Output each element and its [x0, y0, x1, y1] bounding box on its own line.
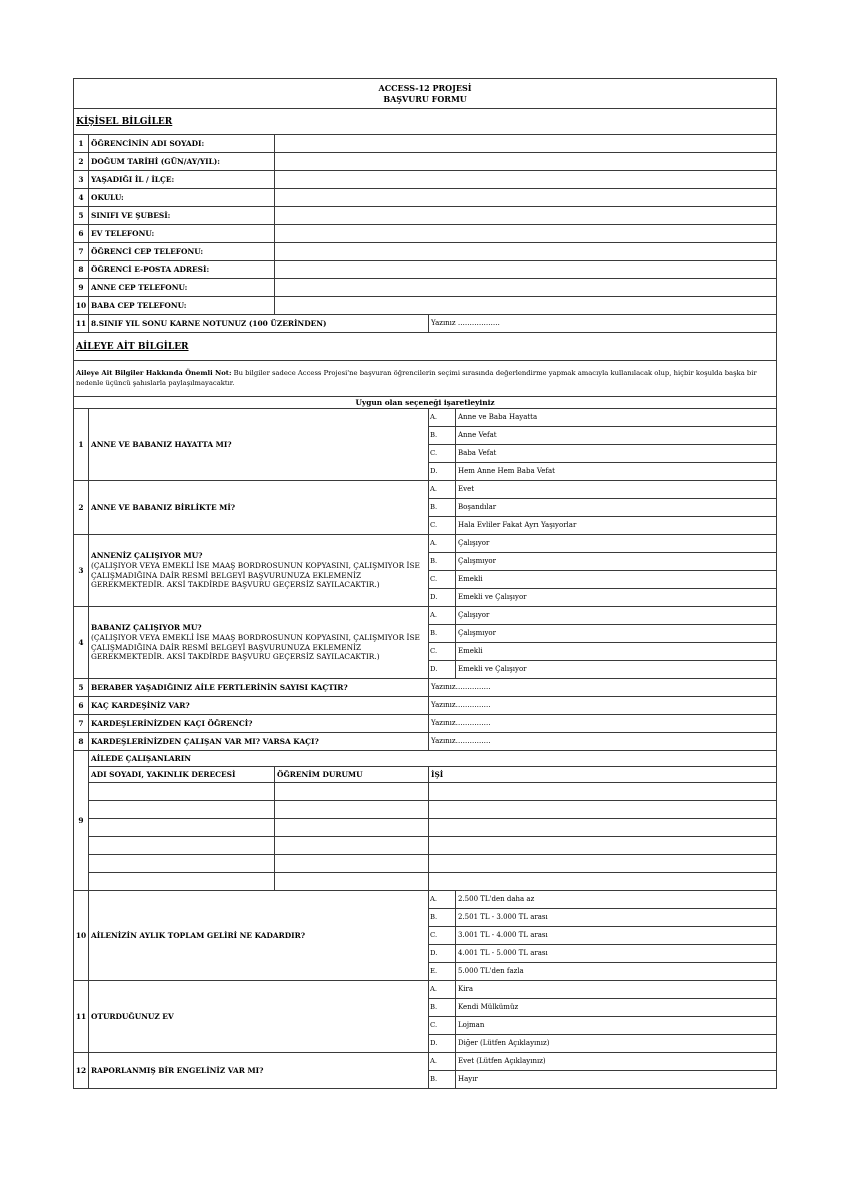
question-cell — [89, 481, 429, 535]
option-text[interactable]: Anne ve Baba Hayatta — [456, 409, 777, 427]
entry-cell[interactable] — [89, 783, 275, 801]
section-row — [74, 109, 777, 135]
option-text[interactable]: 3.001 TL - 4.000 TL arası — [456, 927, 777, 945]
option-text[interactable]: Çalışıyor — [456, 607, 777, 625]
question-cell — [89, 535, 429, 607]
personal-row — [74, 189, 777, 207]
field-label: BABA CEP TELEFONU: — [89, 297, 275, 315]
writein-row — [74, 679, 777, 697]
option-letter[interactable]: A. — [429, 981, 456, 999]
option-text[interactable]: Emekli ve Çalışıyor — [456, 661, 777, 679]
instruction-row — [74, 397, 777, 409]
section-personal — [74, 109, 777, 135]
option-letter[interactable]: D. — [429, 945, 456, 963]
q9-entry-row — [74, 873, 777, 891]
answer-field[interactable] — [275, 279, 777, 297]
application-form — [73, 78, 777, 1089]
option-text[interactable]: Emekli — [456, 643, 777, 661]
field-label: ÖĞRENCİ E-POSTA ADRESİ: — [89, 261, 275, 279]
personal-row — [74, 279, 777, 297]
row-number: 8 — [74, 261, 89, 279]
row-number: 10 — [74, 297, 89, 315]
option-letter[interactable]: A. — [429, 1053, 456, 1071]
field-label: EV TELEFONU: — [89, 225, 275, 243]
option-text[interactable]: Kira — [456, 981, 777, 999]
instruction-cell: Uygun olan seçeneği işaretleyiniz — [74, 397, 777, 409]
option-text[interactable]: Kendi Mülkümüz — [456, 999, 777, 1017]
writein-row — [74, 733, 777, 751]
q9-entry-row — [74, 855, 777, 873]
column-header: ÖĞRENİM DURUMU — [275, 767, 429, 783]
option-text[interactable]: 2.500 TL'den daha az — [456, 891, 777, 909]
title-cell — [74, 79, 777, 109]
grade-row — [74, 315, 777, 333]
question-label: BERABER YAŞADIĞINIZ AİLE FERTLERİNİN SAYISI KAÇTIR? — [89, 679, 429, 697]
column-header: ADI SOYADI, YAKINLIK DERECESİ — [89, 767, 275, 783]
entry-cell[interactable] — [429, 855, 777, 873]
row-number: 11 — [74, 315, 89, 333]
field-label: YAŞADIĞI İL / İLÇE: — [89, 171, 275, 189]
option-text[interactable]: Emekli — [456, 571, 777, 589]
option-letter[interactable]: A. — [429, 891, 456, 909]
question-label: KARDEŞLERİNİZDEN KAÇI ÖĞRENCİ? — [89, 715, 429, 733]
question-cell — [89, 1053, 429, 1089]
question-number: 3 — [74, 535, 89, 607]
answer-field[interactable] — [275, 261, 777, 279]
entry-cell[interactable] — [89, 873, 275, 891]
entry-cell[interactable] — [429, 837, 777, 855]
section-family — [74, 333, 777, 361]
question-label: BABANIZ ÇALIŞIYOR MU? — [91, 623, 202, 633]
note-bold: Aileye Ait Bilgiler Hakkında Önemli Not: — [76, 369, 232, 378]
answer-field[interactable] — [275, 153, 777, 171]
question-cell — [89, 891, 429, 981]
entry-cell[interactable] — [429, 783, 777, 801]
question-number: 8 — [74, 733, 89, 751]
answer-field[interactable] — [275, 243, 777, 261]
answer-field[interactable]: Yazınız ……………… — [429, 315, 777, 333]
option-text[interactable]: Hala Evliler Fakat Ayrı Yaşıyorlar — [456, 517, 777, 535]
option-text[interactable]: 4.001 TL - 5.000 TL arası — [456, 945, 777, 963]
answer-field[interactable] — [275, 207, 777, 225]
option-letter[interactable]: B. — [429, 909, 456, 927]
answer-field[interactable]: Yazınız…………… — [429, 697, 777, 715]
option-letter[interactable]: C. — [429, 571, 456, 589]
option-text[interactable]: Anne Vefat — [456, 427, 777, 445]
option-letter[interactable]: B. — [429, 999, 456, 1017]
personal-row — [74, 207, 777, 225]
option-letter[interactable]: B. — [429, 1071, 456, 1089]
question-label: RAPORLANMIŞ BİR ENGELİNİZ VAR MI? — [91, 1065, 264, 1075]
option-text[interactable]: Evet — [456, 481, 777, 499]
question-number: 9 — [74, 751, 89, 891]
row-number: 5 — [74, 207, 89, 225]
option-letter[interactable]: D. — [429, 589, 456, 607]
field-label: ÖĞRENCİ CEP TELEFONU: — [89, 243, 275, 261]
row-number: 7 — [74, 243, 89, 261]
option-text[interactable]: 2.501 TL - 3.000 TL arası — [456, 909, 777, 927]
option-letter[interactable]: D. — [429, 661, 456, 679]
form-title: ACCESS-12 PROJESİ — [378, 82, 472, 93]
question-label: AİLENİZİN AYLIK TOPLAM GELİRİ NE KADARDIR? — [91, 930, 306, 940]
row-number: 2 — [74, 153, 89, 171]
row-number: 6 — [74, 225, 89, 243]
field-label: ÖĞRENCİNİN ADI SOYADI: — [89, 135, 275, 153]
option-letter[interactable]: C. — [429, 927, 456, 945]
question-note: (ÇALIŞIYOR VEYA EMEKLİ İSE MAAŞ BORDROSUNUN KOPYASINI, ÇALIŞMIYOR İSE ÇALIŞMADIĞINA DAİR RESMİ BELGEYİ BAŞVURUNUZA EKLEMENİZ GEREKMEKTEDİR. AKSİ TAKDİRDE BAŞVURU GEÇERSİZ SAYILACAKTIR.) — [91, 560, 420, 590]
option-letter[interactable]: D. — [429, 1035, 456, 1053]
section-row — [74, 333, 777, 361]
q9-entry-row — [74, 819, 777, 837]
question-cell — [89, 607, 429, 679]
option-letter[interactable]: D. — [429, 463, 456, 481]
personal-row — [74, 171, 777, 189]
option-row — [74, 891, 777, 909]
question-cell — [89, 981, 429, 1053]
question-number: 5 — [74, 679, 89, 697]
q9-entry-row — [74, 801, 777, 819]
question-note: (ÇALIŞIYOR VEYA EMEKLİ İSE MAAŞ BORDROSUNUN KOPYASINI, ÇALIŞMIYOR İSE ÇALIŞMADIĞINA DAİR RESMİ BELGEYİ BAŞVURUNUZA EKLEMENİZ GEREKMEKTEDİR. AKSİ TAKDİRDE BAŞVURU GEÇERSİZ SAYILACAKTIR.) — [91, 632, 420, 662]
question-number: 7 — [74, 715, 89, 733]
form-subtitle: BAŞVURU FORMU — [383, 93, 467, 104]
personal-row — [74, 261, 777, 279]
option-text[interactable]: Hayır — [456, 1071, 777, 1089]
entry-cell[interactable] — [275, 855, 429, 873]
row-number: 4 — [74, 189, 89, 207]
option-row — [74, 409, 777, 427]
writein-row — [74, 697, 777, 715]
section-heading-family: AİLEYE AİT BİLGİLER — [76, 341, 189, 352]
option-text[interactable]: Emekli ve Çalışıyor — [456, 589, 777, 607]
question-number: 2 — [74, 481, 89, 535]
note-row — [74, 361, 777, 397]
option-row — [74, 535, 777, 553]
field-label: ANNE CEP TELEFONU: — [89, 279, 275, 297]
option-letter[interactable]: A. — [429, 535, 456, 553]
field-label: OKULU: — [89, 189, 275, 207]
question-label: OTURDUĞUNUZ EV — [91, 1011, 174, 1021]
answer-field[interactable] — [275, 189, 777, 207]
entry-cell[interactable] — [275, 873, 429, 891]
question-number: 10 — [74, 891, 89, 981]
field-label: 8.SINIF YIL SONU KARNE NOTUNUZ (100 ÜZERİNDEN) — [89, 315, 429, 333]
option-text[interactable]: Boşandılar — [456, 499, 777, 517]
entry-cell[interactable] — [89, 801, 275, 819]
answer-field[interactable] — [275, 135, 777, 153]
option-text[interactable]: Lojman — [456, 1017, 777, 1035]
row-number: 9 — [74, 279, 89, 297]
answer-field[interactable]: Yazınız…………… — [429, 679, 777, 697]
answer-field[interactable] — [275, 225, 777, 243]
option-letter[interactable]: C. — [429, 643, 456, 661]
section-heading-personal: KİŞİSEL BİLGİLER — [76, 116, 173, 127]
personal-row — [74, 153, 777, 171]
option-letter[interactable]: B. — [429, 499, 456, 517]
option-text[interactable]: Çalışmıyor — [456, 625, 777, 643]
q9-header-row — [74, 767, 777, 783]
option-letter[interactable]: B. — [429, 427, 456, 445]
entry-cell[interactable] — [275, 837, 429, 855]
personal-row — [74, 225, 777, 243]
question-number: 4 — [74, 607, 89, 679]
option-letter[interactable]: A. — [429, 481, 456, 499]
option-text[interactable]: Çalışmıyor — [456, 553, 777, 571]
title-row — [74, 79, 777, 109]
option-letter[interactable]: B. — [429, 553, 456, 571]
row-number: 1 — [74, 135, 89, 153]
option-letter[interactable]: B. — [429, 625, 456, 643]
option-letter[interactable]: E. — [429, 963, 456, 981]
question-label: ANNE VE BABANIZ BİRLİKTE Mİ? — [91, 502, 236, 512]
row-number: 3 — [74, 171, 89, 189]
entry-cell[interactable] — [275, 801, 429, 819]
column-header: İŞİ — [429, 767, 777, 783]
option-letter[interactable]: A. — [429, 607, 456, 625]
option-text[interactable]: 5.000 TL'den fazla — [456, 963, 777, 981]
answer-field[interactable]: Yazınız…………… — [429, 733, 777, 751]
q9-entry-row — [74, 837, 777, 855]
entry-cell[interactable] — [429, 819, 777, 837]
option-letter[interactable]: C. — [429, 517, 456, 535]
entry-cell[interactable] — [429, 873, 777, 891]
personal-row — [74, 297, 777, 315]
option-row — [74, 1053, 777, 1071]
writein-row — [74, 715, 777, 733]
option-row — [74, 481, 777, 499]
question-number: 6 — [74, 697, 89, 715]
question-cell — [89, 409, 429, 481]
field-label: DOĞUM TARİHİ (GÜN/AY/YIL): — [89, 153, 275, 171]
personal-row — [74, 135, 777, 153]
entry-cell[interactable] — [429, 801, 777, 819]
question-label: AİLEDE ÇALIŞANLARIN — [89, 751, 777, 767]
q9-title-row — [74, 751, 777, 767]
option-letter[interactable]: C. — [429, 1017, 456, 1035]
answer-field[interactable] — [275, 171, 777, 189]
entry-cell[interactable] — [275, 819, 429, 837]
answer-field[interactable]: Yazınız…………… — [429, 715, 777, 733]
question-number: 11 — [74, 981, 89, 1053]
option-row — [74, 607, 777, 625]
answer-field[interactable] — [275, 297, 777, 315]
entry-cell[interactable] — [89, 855, 275, 873]
entry-cell[interactable] — [275, 783, 429, 801]
personal-row — [74, 243, 777, 261]
option-letter[interactable]: A. — [429, 409, 456, 427]
q9-entry-row — [74, 783, 777, 801]
question-number: 12 — [74, 1053, 89, 1089]
question-label: KAÇ KARDEŞİNİZ VAR? — [89, 697, 429, 715]
field-label: SINIFI VE ŞUBESİ: — [89, 207, 275, 225]
question-label: ANNENİZ ÇALIŞIYOR MU? — [91, 551, 203, 561]
note-text: Bu bilgiler sadece Access Projesi'ne başvuran öğrencilerin seçimi sırasında değerlendirme yapmak amacıyla kullanılacak olup, hiçbir koşulda başka bir nedenle üçüncü şahıslarla paylaşılmayacaktır. — [76, 369, 757, 387]
entry-cell[interactable] — [89, 837, 275, 855]
option-text[interactable]: Evet (Lütfen Açıklayınız) — [456, 1053, 777, 1071]
note-cell — [74, 361, 777, 397]
question-number: 1 — [74, 409, 89, 481]
option-letter[interactable]: C. — [429, 445, 456, 463]
option-text[interactable]: Diğer (Lütfen Açıklayınız) — [456, 1035, 777, 1053]
question-label: KARDEŞLERİNİZDEN ÇALIŞAN VAR MI? VARSA KAÇI? — [89, 733, 429, 751]
option-text[interactable]: Çalışıyor — [456, 535, 777, 553]
option-row — [74, 981, 777, 999]
option-text[interactable]: Hem Anne Hem Baba Vefat — [456, 463, 777, 481]
entry-cell[interactable] — [89, 819, 275, 837]
option-text[interactable]: Baba Vefat — [456, 445, 777, 463]
question-label: ANNE VE BABANIZ HAYATTA MI? — [91, 439, 232, 449]
